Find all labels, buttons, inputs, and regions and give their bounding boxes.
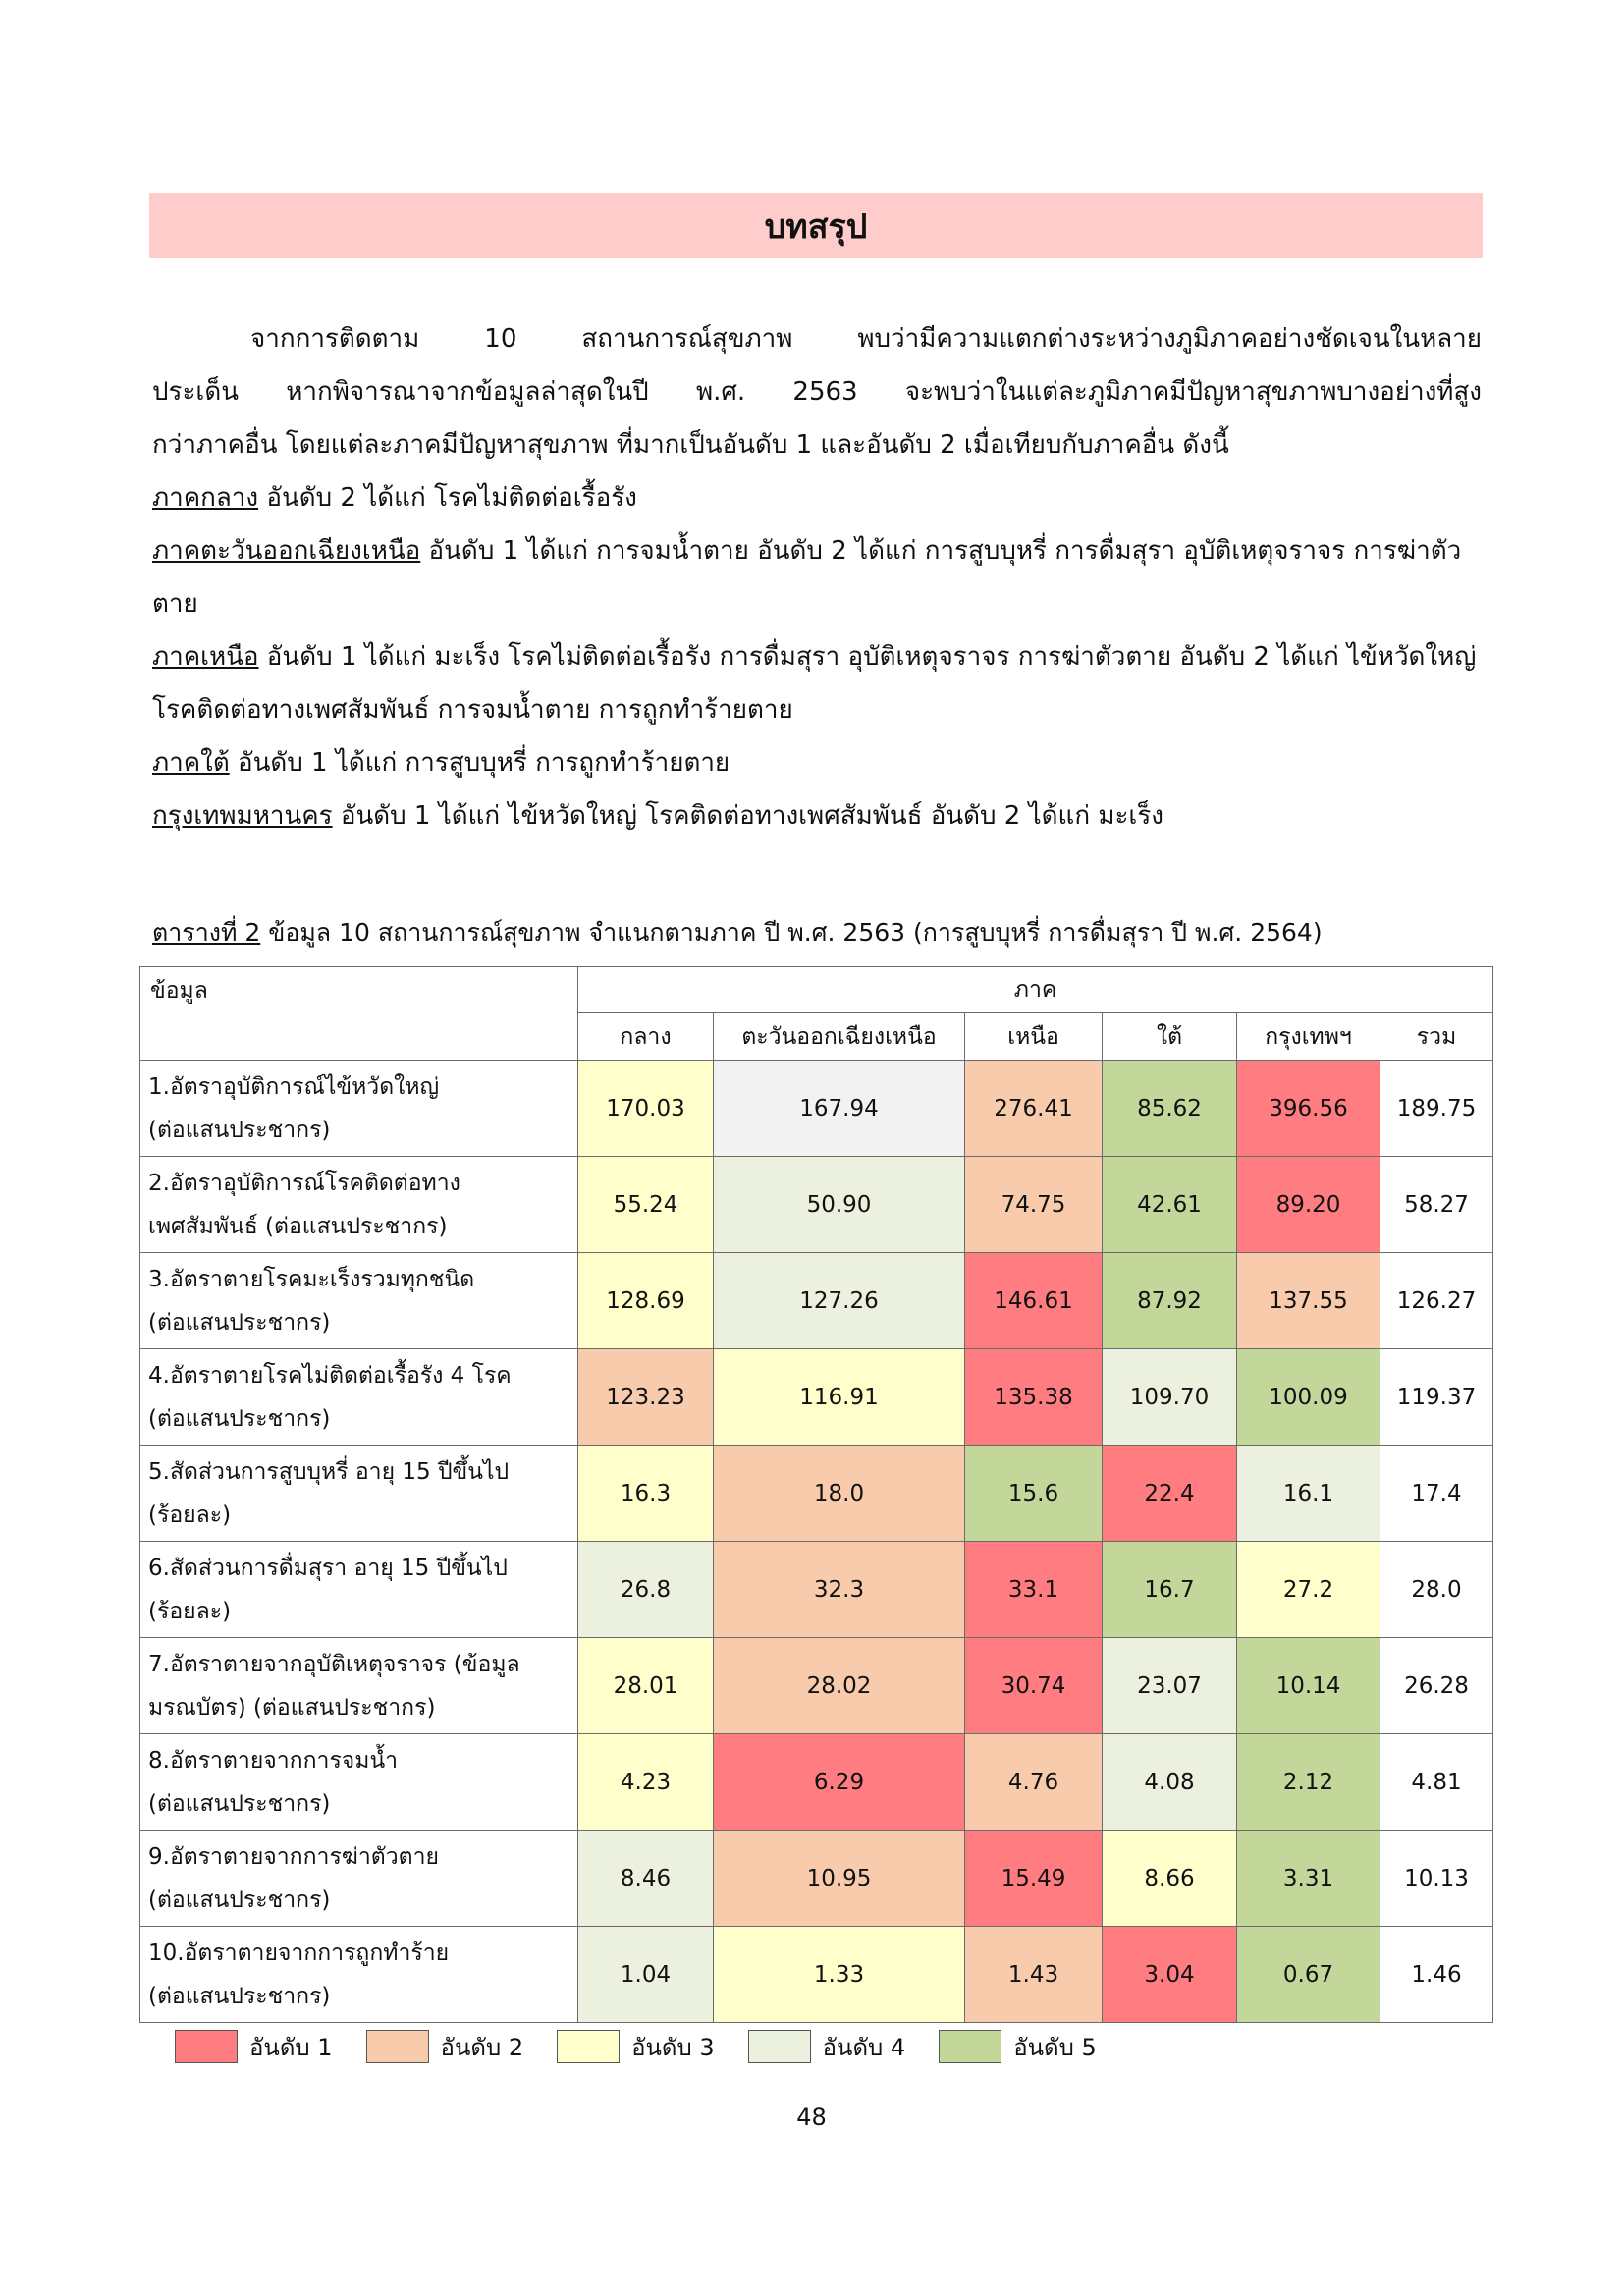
indicator-line: (ต่อแสนประชากร) <box>148 1790 331 1817</box>
value-cell: 10.14 <box>1237 1638 1380 1734</box>
value-cell: 3.04 <box>1103 1927 1237 2023</box>
indicator-line: มรณบัตร) (ต่อแสนประชากร) <box>148 1694 436 1721</box>
legend-label: อันดับ 5 <box>1013 2033 1097 2061</box>
legend-swatch <box>939 2030 1001 2063</box>
table-row <box>140 1638 1493 1734</box>
indicator-line: เพศสัมพันธ์ (ต่อแสนประชากร) <box>148 1213 448 1239</box>
value-cell: 33.1 <box>965 1542 1103 1638</box>
legend-swatch <box>366 2030 429 2063</box>
indicator-cell <box>140 1927 578 2023</box>
table-caption <box>152 913 1488 953</box>
value-cell: 10.95 <box>714 1831 965 1927</box>
legend-item <box>748 2028 906 2066</box>
table-row <box>140 1927 1493 2023</box>
table-row <box>140 1734 1493 1831</box>
value-cell: 15.6 <box>965 1446 1103 1542</box>
indicator-line: 10.อัตราตายจากการถูกทำร้าย <box>148 1940 450 1966</box>
indicator-cell <box>140 1638 578 1734</box>
value-cell: 32.3 <box>714 1542 965 1638</box>
value-cell: 8.46 <box>578 1831 714 1927</box>
table-row <box>140 1446 1493 1542</box>
value-cell: 137.55 <box>1237 1253 1380 1349</box>
col-header: กรุงเทพฯ <box>1237 1013 1380 1061</box>
value-cell: 1.04 <box>578 1927 714 2023</box>
legend-swatch <box>557 2030 620 2063</box>
value-cell: 167.94 <box>714 1061 965 1157</box>
indicator-cell <box>140 1831 578 1927</box>
value-cell: 189.75 <box>1380 1061 1493 1157</box>
header-region: ภาค <box>578 967 1493 1013</box>
value-cell: 16.7 <box>1103 1542 1237 1638</box>
value-cell: 17.4 <box>1380 1446 1493 1542</box>
value-cell: 123.23 <box>578 1349 714 1446</box>
value-cell: 100.09 <box>1237 1349 1380 1446</box>
region-desc: อันดับ 1 ได้แก่ มะเร็ง โรคไม่ติดต่อเรื้อรัง การดื่มสุรา อุบัติเหตุจราจร การฆ่าตัวตาย อันดับ 2 ได้แก่ ไข้หวัดใหญ่ โรคติดต่อทางเพศสัมพันธ์ การจมน้ำตาย การถูกทำร้ายตาย <box>152 642 1477 725</box>
indicator-line: 5.สัดส่วนการสูบบุหรี่ อายุ 15 ปีขึ้นไป <box>148 1458 510 1485</box>
legend-label: อันดับ 2 <box>440 2033 524 2061</box>
indicator-line: (ต่อแสนประชากร) <box>148 1405 331 1432</box>
table-caption-label: ตารางที่ 2 <box>152 918 261 947</box>
value-cell: 42.61 <box>1103 1157 1237 1253</box>
value-cell: 170.03 <box>578 1061 714 1157</box>
summary-text <box>152 312 1482 843</box>
value-cell: 74.75 <box>965 1157 1103 1253</box>
value-cell: 16.3 <box>578 1446 714 1542</box>
value-cell: 18.0 <box>714 1446 965 1542</box>
region-desc: อันดับ 2 ได้แก่ โรคไม่ติดต่อเรื้อรัง <box>258 483 637 513</box>
region-name: กรุงเทพมหานคร <box>152 801 333 831</box>
intro-line-2: ประเด็น หากพิจารณาจากข้อมูลล่าสุดในปี พ.ศ. 2563 จะพบว่าในแต่ละภูมิภาคมีปัญหาสุขภาพบางอย่างที่สูง <box>152 377 1482 407</box>
value-cell: 396.56 <box>1237 1061 1380 1157</box>
page-title: บทสรุป <box>149 193 1483 258</box>
value-cell: 58.27 <box>1380 1157 1493 1253</box>
region-bangkok <box>152 790 1482 843</box>
rank-legend <box>175 2029 1130 2064</box>
value-cell: 26.28 <box>1380 1638 1493 1734</box>
legend-swatch <box>748 2030 811 2063</box>
value-cell: 119.37 <box>1380 1349 1493 1446</box>
indicator-line: (ร้อยละ) <box>148 1502 232 1528</box>
region-south <box>152 737 1482 790</box>
indicator-line: (ร้อยละ) <box>148 1598 232 1624</box>
value-cell: 22.4 <box>1103 1446 1237 1542</box>
indicator-line: (ต่อแสนประชากร) <box>148 1309 331 1336</box>
col-header: กลาง <box>578 1013 714 1061</box>
indicator-line: 6.สัดส่วนการดื่มสุรา อายุ 15 ปีขึ้นไป <box>148 1555 508 1581</box>
value-cell: 116.91 <box>714 1349 965 1446</box>
col-header: ตะวันออกเฉียงเหนือ <box>714 1013 965 1061</box>
indicator-line: (ต่อแสนประชากร) <box>148 1117 331 1143</box>
value-cell: 126.27 <box>1380 1253 1493 1349</box>
indicator-line: 3.อัตราตายโรคมะเร็งรวมทุกชนิด <box>148 1266 475 1292</box>
indicator-cell <box>140 1542 578 1638</box>
table-row <box>140 1157 1493 1253</box>
legend-label: อันดับ 4 <box>822 2033 906 2061</box>
table-row <box>140 1349 1493 1446</box>
indicator-line: 8.อัตราตายจากการจมน้ำ <box>148 1747 399 1774</box>
value-cell: 4.76 <box>965 1734 1103 1831</box>
intro-line-3: กว่าภาคอื่น โดยแต่ละภาคมีปัญหาสุขภาพ ที่มากเป็นอันดับ 1 และอันดับ 2 เมื่อเทียบกับภาคอื่น ดังนี้ <box>152 430 1229 460</box>
health-situation-table <box>139 966 1493 2023</box>
value-cell: 1.46 <box>1380 1927 1493 2023</box>
indicator-cell <box>140 1253 578 1349</box>
value-cell: 30.74 <box>965 1638 1103 1734</box>
value-cell: 50.90 <box>714 1157 965 1253</box>
indicator-cell <box>140 1446 578 1542</box>
legend-label: อันดับ 3 <box>631 2033 715 2061</box>
legend-item <box>557 2028 715 2066</box>
region-central <box>152 471 1482 524</box>
indicator-line: 2.อัตราอุบัติการณ์โรคติดต่อทาง <box>148 1170 460 1196</box>
value-cell: 0.67 <box>1237 1927 1380 2023</box>
legend-item <box>175 2028 333 2066</box>
intro-line-1: จากการติดตาม 10 สถานการณ์สุขภาพ พบว่ามีความแตกต่างระหว่างภูมิภาคอย่างชัดเจนในหลาย <box>250 324 1482 354</box>
legend-swatch <box>175 2030 238 2063</box>
indicator-cell <box>140 1734 578 1831</box>
table-caption-text: ข้อมูล 10 สถานการณ์สุขภาพ จำแนกตามภาค ปี พ.ศ. 2563 (การสูบบุหรี่ การดื่มสุรา ปี พ.ศ. 2564) <box>260 918 1323 947</box>
indicator-line: 4.อัตราตายโรคไม่ติดต่อเรื้อรัง 4 โรค <box>148 1362 512 1389</box>
value-cell: 4.08 <box>1103 1734 1237 1831</box>
value-cell: 55.24 <box>578 1157 714 1253</box>
region-northeast <box>152 524 1482 630</box>
indicator-cell <box>140 1061 578 1157</box>
table-row <box>140 1061 1493 1157</box>
indicator-line: (ต่อแสนประชากร) <box>148 1886 331 1913</box>
value-cell: 28.02 <box>714 1638 965 1734</box>
col-header: เหนือ <box>965 1013 1103 1061</box>
region-name: ภาคตะวันออกเฉียงเหนือ <box>152 536 421 566</box>
table-row <box>140 1831 1493 1927</box>
value-cell: 146.61 <box>965 1253 1103 1349</box>
value-cell: 276.41 <box>965 1061 1103 1157</box>
value-cell: 2.12 <box>1237 1734 1380 1831</box>
header-info: ข้อมูล <box>140 967 578 1061</box>
value-cell: 26.8 <box>578 1542 714 1638</box>
value-cell: 28.01 <box>578 1638 714 1734</box>
region-north <box>152 630 1482 737</box>
value-cell: 135.38 <box>965 1349 1103 1446</box>
page-number: 48 <box>796 2104 827 2131</box>
value-cell: 127.26 <box>714 1253 965 1349</box>
value-cell: 109.70 <box>1103 1349 1237 1446</box>
value-cell: 28.0 <box>1380 1542 1493 1638</box>
value-cell: 23.07 <box>1103 1638 1237 1734</box>
col-header: ใต้ <box>1103 1013 1237 1061</box>
value-cell: 4.81 <box>1380 1734 1493 1831</box>
value-cell: 8.66 <box>1103 1831 1237 1927</box>
value-cell: 15.49 <box>965 1831 1103 1927</box>
value-cell: 27.2 <box>1237 1542 1380 1638</box>
legend-item <box>366 2028 524 2066</box>
indicator-line: 9.อัตราตายจากการฆ่าตัวตาย <box>148 1843 439 1870</box>
value-cell: 3.31 <box>1237 1831 1380 1927</box>
value-cell: 85.62 <box>1103 1061 1237 1157</box>
value-cell: 10.13 <box>1380 1831 1493 1927</box>
region-desc: อันดับ 1 ได้แก่ การสูบบุหรี่ การถูกทำร้ายตาย <box>229 748 730 778</box>
table-row <box>140 1253 1493 1349</box>
value-cell: 1.43 <box>965 1927 1103 2023</box>
indicator-line: (ต่อแสนประชากร) <box>148 1983 331 2009</box>
region-name: ภาคเหนือ <box>152 642 259 672</box>
value-cell: 6.29 <box>714 1734 965 1831</box>
value-cell: 16.1 <box>1237 1446 1380 1542</box>
value-cell: 4.23 <box>578 1734 714 1831</box>
value-cell: 1.33 <box>714 1927 965 2023</box>
indicator-line: 7.อัตราตายจากอุบัติเหตุจราจร (ข้อมูล <box>148 1651 520 1677</box>
region-desc: อันดับ 1 ได้แก่ ไข้หวัดใหญ่ โรคติดต่อทางเพศสัมพันธ์ อันดับ 2 ได้แก่ มะเร็ง <box>332 801 1163 831</box>
indicator-line: 1.อัตราอุบัติการณ์ไข้หวัดใหญ่ <box>148 1073 440 1100</box>
value-cell: 89.20 <box>1237 1157 1380 1253</box>
indicator-cell <box>140 1157 578 1253</box>
legend-label: อันดับ 1 <box>249 2033 333 2061</box>
value-cell: 128.69 <box>578 1253 714 1349</box>
indicator-cell <box>140 1349 578 1446</box>
legend-item <box>939 2028 1097 2066</box>
table-row <box>140 1542 1493 1638</box>
value-cell: 87.92 <box>1103 1253 1237 1349</box>
region-name: ภาคกลาง <box>152 483 259 513</box>
col-header: รวม <box>1380 1013 1493 1061</box>
region-desc: อันดับ 1 ได้แก่ การจมน้ำตาย อันดับ 2 ได้แก่ การสูบบุหรี่ การดื่มสุรา อุบัติเหตุจราจร การฆ่าตัวตาย <box>152 536 1462 619</box>
region-name: ภาคใต้ <box>152 748 230 778</box>
